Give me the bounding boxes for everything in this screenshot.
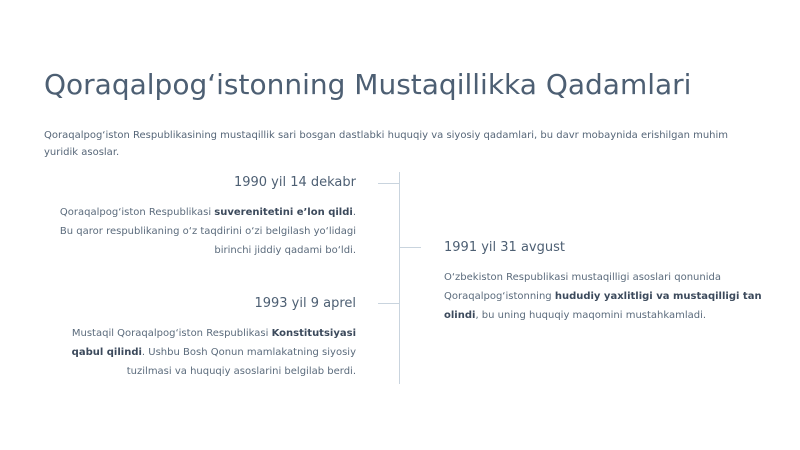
page-title: Qoraqalpog‘istonning Mustaqillikka Qadamlari <box>44 68 692 101</box>
event-text-after: . Bu qaror respublikaning o‘z taqdirini o‘zi belgilash yo‘lidagi birinchi jiddiy qadami bo‘ldi. <box>59 207 356 256</box>
event-date: 1993 yil 9 aprel <box>254 296 356 311</box>
event-date: 1990 yil 14 dekabr <box>233 175 356 190</box>
event-date: 1991 yil 31 avgust <box>444 240 565 255</box>
timeline-event-1993 <box>46 296 356 381</box>
event-description <box>444 268 764 325</box>
timeline-connector-1 <box>378 183 400 184</box>
event-text-before: O‘zbekiston Respublikasi mustaqilligi asoslari qonunida Qoraqalpog‘istonning <box>444 272 721 302</box>
timeline-connector-2 <box>399 247 421 248</box>
event-text-highlight: hududiy yaxlitligi va mustaqilligi tan olindi <box>444 291 762 321</box>
timeline-event-1991 <box>444 240 764 325</box>
event-description <box>46 203 356 260</box>
timeline-event-1990 <box>46 175 356 260</box>
intro-text: Qoraqalpog‘iston Respublikasining mustaqillik sari bosgan dastlabki huquqiy va siyosiy qadamlari, bu davr mobaynida erishilgan muhim yuridik asoslar. <box>44 130 729 158</box>
event-text-after: . Ushbu Bosh Qonun mamlakatning siyosiy tuzilmasi va huquqiy asoslarini belgilab berdi. <box>126 347 356 377</box>
timeline-axis <box>399 172 400 384</box>
event-text-highlight: suverenitetini e’lon qildi <box>214 207 353 218</box>
event-text-before: Mustaqil Qoraqalpog‘iston Respublikasi <box>71 328 272 339</box>
event-text-after: , bu uning huquqiy maqomini mustahkamladi. <box>475 310 707 321</box>
event-text-before: Qoraqalpog‘iston Respublikasi <box>59 207 215 218</box>
event-text-highlight: Konstitutsiyasi qabul qilindi <box>71 328 356 358</box>
timeline-connector-3 <box>378 303 400 304</box>
event-description <box>46 324 356 381</box>
